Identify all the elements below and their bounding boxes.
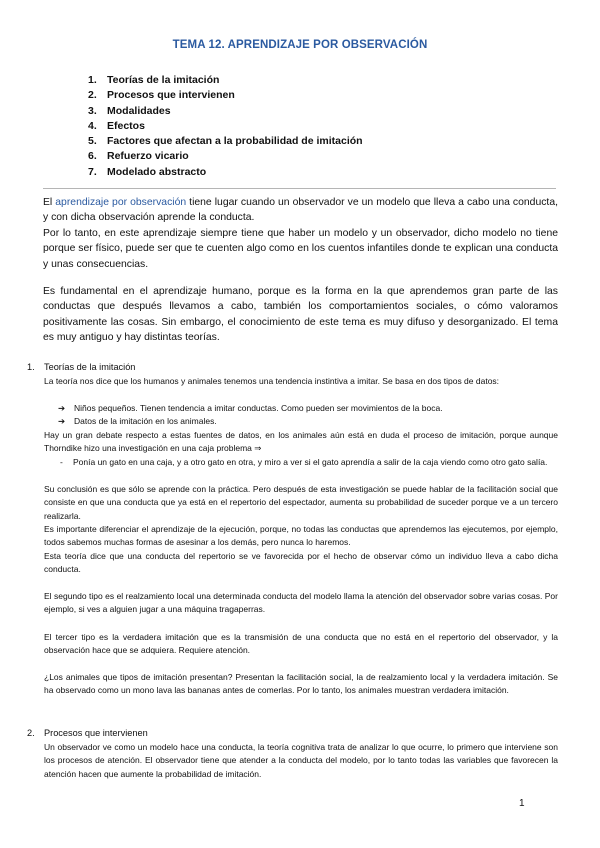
toc-item: 1. Teorías de la imitación — [88, 74, 220, 86]
arrow-icon: ➔ — [58, 416, 66, 426]
toc-item: 2. Procesos que intervienen — [88, 89, 235, 102]
section-heading-1: 1. Teorías de la imitación — [27, 362, 136, 372]
intro-paragraph-3: Es fundamental en el aprendizaje humano, porque es la forma en la que aprendemos gran parte de las conductas que después llevamos a cabo, también los comportamientos sociales, o cómo valoramos positivamente las cosas. Sin embargo, el conocimiento de este tema es muy difuso y desorganizado. El tema es muy antiguo y hay distintas teorías. — [43, 286, 558, 344]
section-heading-2: 2. Procesos que intervienen — [27, 728, 148, 738]
section1-paragraph-1: La teoría nos dice que los humanos y animales tenemos una tendencia instintiva a imitar. Se basa en dos tipos de datos: — [44, 376, 500, 386]
section1-paragraph-7: El tercer tipo es la verdadera imitación que es la transmisión de una conducta que no está en el repertorio del observador, y la observación hace que se adquiera. Requiere atención. — [44, 632, 558, 656]
table-of-contents — [88, 73, 363, 180]
toc-item: 5. Factores que afectan a la probabilidad de imitación — [88, 135, 363, 148]
list-item: - Ponía un gato en una caja, y a otro gato en otra, y miro a ver si el gato aprendía a salir de la caja viendo como otro gato salía. — [60, 457, 548, 467]
section1-paragraph-4: Es importante diferenciar el aprendizaje de la ejecución, porque, no todas las conductas que aprendemos las ejecutemos, por ejemplo, todos sabemos muchas formas de asesinar a los demás, pero nunca lo haremos. — [44, 524, 558, 548]
page-title: TEMA 12. APRENDIZAJE POR OBSERVACIÓN — [172, 39, 428, 51]
toc-item: 6. Refuerzo vicario — [88, 150, 189, 163]
intro-paragraph-1: El aprendizaje por observación tiene lugar cuando un observador ve un modelo que lleva a cabo una conducta, y con dicha observación aprende la conducta. — [43, 197, 558, 224]
toc-item: 4. Efectos — [88, 119, 145, 132]
page-number: 1 — [519, 798, 525, 809]
section1-paragraph-3: Su conclusión es que sólo se aprende con la práctica. Pero después de esta investigación se puede hablar de la facilitación social que consiste en que una conducta que ya está en el repertorio del espectador, aumenta su probabilidad de suceder porque ve a un tercero realizarla. — [44, 484, 558, 521]
section1-paragraph-8: ¿Los animales que tipos de imitación presentan? Presentan la facilitación social, la de realzamiento local y la verdadera imitación. Se ha observado como un mono lava las bananas antes de comerlas. Por lo tanto, los animales muestran verdadera imitación. — [44, 672, 558, 696]
section2-paragraph-1: Un observador ve como un modelo hace una conducta, la teoría cognitiva trata de analizar lo que ocurre, lo primero que interviene son los procesos de atención. El observador tiene que atender a la conducta del modelo, por lo tanto todas las variables que favorecen la atención hacen que aumente la probabilidad de imitación. — [44, 742, 558, 779]
list-item: ➔ Niños pequeños. Tienen tendencia a imitar conductas. Como pueden ser movimientos de la boca. — [58, 402, 558, 415]
toc-item: 7. Modelado abstracto — [88, 165, 207, 178]
section1-paragraph-6: El segundo tipo es el realzamiento local una determinada conducta del modelo llama la atención del observador sobre varias cosas. Por ejemplo, si ves a alguien jugar a una máquina tragaperras. — [44, 591, 558, 615]
section1-paragraph-2: Hay un gran debate respecto a estas fuentes de datos, en los animales aún está en duda el proceso de imitación, porque aunque Thorndike hizo una investigación en una caja problema ⇒ — [44, 430, 558, 454]
highlight-term: aprendizaje por observación — [55, 197, 187, 208]
divider — [43, 188, 556, 189]
intro-paragraph-2: Por lo tanto, en este aprendizaje siempre tiene que haber un modelo y un observador, dicho modelo no tiene porque ser físico, puede ser que te cuenten algo como en los cuentos infantiles donde te explican una conducta y unas consecuencias. — [43, 228, 558, 270]
section1-paragraph-5: Esta teoría dice que una conducta del repertorio se ve favorecida por el hecho de observar cómo un individuo lleva a cabo dicha conducta. — [44, 551, 558, 575]
list-item: ➔ Datos de la imitación en los animales. — [58, 415, 558, 428]
toc-item: 3. Modalidades — [88, 104, 171, 117]
arrow-icon: ➔ — [58, 403, 66, 413]
